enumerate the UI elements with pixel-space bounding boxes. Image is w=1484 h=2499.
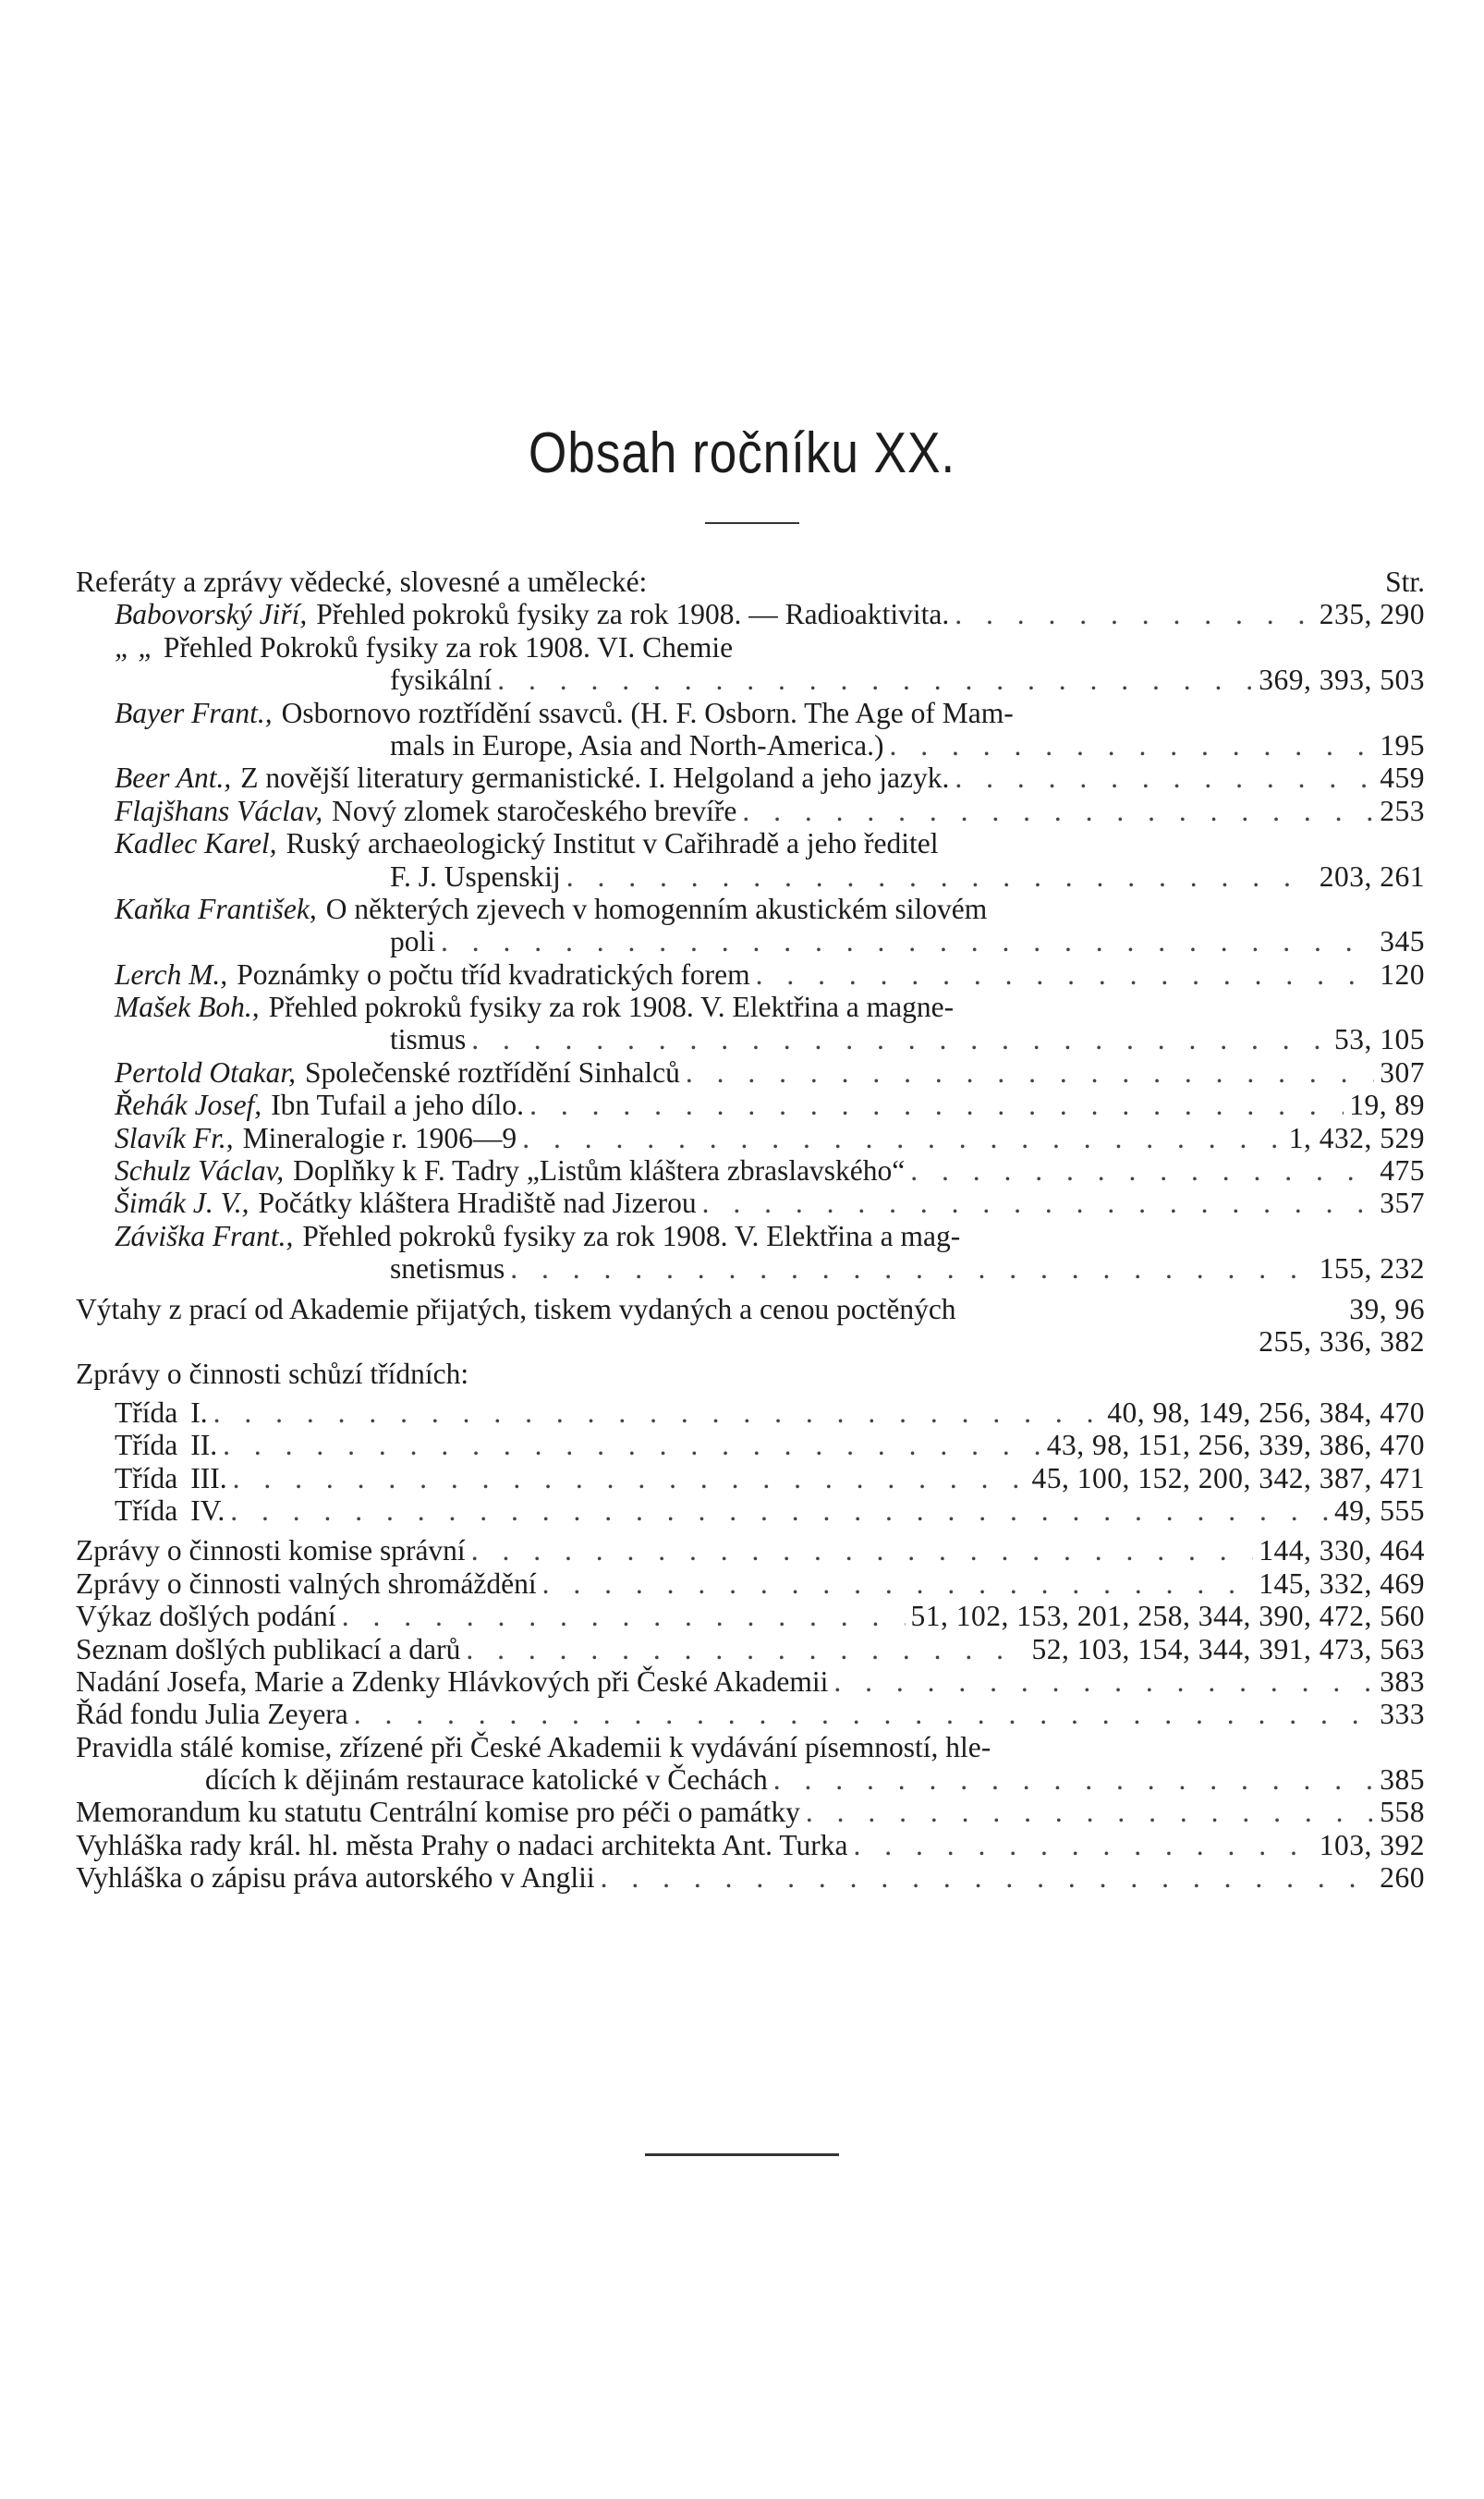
entry-line [76,1665,1425,1698]
entry-author: Šimák J. V., [115,1187,249,1220]
trida-label: Třída [115,1396,178,1429]
section-heading-row [76,566,1425,598]
entry-title: Ruský archaeologický Institut v Cařihradě a jeho ředitel [286,827,939,860]
dot-leader [497,664,1253,696]
trida-label-group [115,1429,217,1461]
entry-line [76,1534,1425,1566]
entry-author: Kaňka František, [115,892,317,925]
entry-author: Lerch M., [115,957,228,991]
entry-pages: 459 [1380,762,1425,795]
entry-line [76,1698,1425,1730]
entry-pages: 383 [1380,1664,1425,1698]
dot-leader [773,1763,1375,1796]
entry-line [76,827,1425,859]
entry-pages: 145, 332, 469 [1259,1566,1425,1600]
vytahy-text: Výtahy z prací od Akademie přijatých, tiskem vydaných a cenou poctěných [76,1292,956,1325]
entry-line [76,1122,1425,1154]
entry-line [76,1861,1425,1894]
dot-leader [756,958,1375,991]
dot-leader [441,925,1374,957]
contents-body [76,566,1425,1895]
trida-pages: 45, 100, 152, 200, 342, 387, 471 [1031,1461,1425,1494]
entry-line [76,958,1425,991]
entry-title: Ibn Tufail a jeho dílo. [271,1089,525,1122]
entry-pages: 475 [1380,1154,1425,1188]
entry-line [76,1600,1425,1632]
dot-leader [955,598,1314,630]
trida-label: Třída [115,1493,178,1527]
entry-line [76,795,1425,827]
entry-pages: 19, 89 [1349,1089,1425,1122]
entry-title: Mineralogie r. 1906—9 [242,1121,517,1154]
entry-line [76,991,1425,1023]
entry-line [76,1187,1425,1219]
entry-author: Řehák Josef, [115,1089,262,1122]
title-rule [705,522,799,524]
entry-title: Z novější literatury germanistické. I. Helgoland a jeho jazyk. [240,762,950,795]
entry-title: Výkaz došlých podání [76,1600,336,1633]
entry-line [76,1763,1425,1796]
dot-leader [233,1462,1027,1494]
dot-leader [522,1122,1283,1154]
entry-title: Řád fondu Julia Zeyera [76,1698,348,1731]
entry-author: Záviška Frant., [115,1219,294,1252]
trida-row [76,1462,1425,1494]
trida-row [76,1396,1425,1429]
entry-pages: 333 [1380,1698,1425,1731]
referaty-list [76,598,1425,1285]
trida-label: Třída [115,1429,178,1462]
entry-title: mals in Europe, Asia and North-America.) [390,728,884,762]
entry-author: Pertold Otakar, [115,1055,296,1089]
entry-title: Nový zlomek staročeského brevíře [332,794,737,827]
entry-title: Přehled pokroků fysiky za rok 1908. — Radioaktivita. [316,598,950,631]
entry-title: Zprávy o činnosti valných shromáždění [76,1566,537,1600]
entry-author: Kadlec Karel, [115,827,277,860]
dot-leader [742,795,1374,827]
dot-leader [466,1633,1026,1665]
dot-leader [354,1698,1374,1730]
trida-label: Třída [115,1461,178,1494]
dot-leader [566,860,1314,893]
entry-pages: 195 [1380,728,1425,762]
entry-pages: 235, 290 [1319,598,1425,631]
entry-line [76,1633,1425,1665]
tridy-list [76,1396,1425,1528]
entry-pages: 307 [1380,1055,1425,1089]
entry-line [76,729,1425,762]
entry-pages: 260 [1380,1861,1425,1895]
entry-pages: 51, 102, 153, 201, 258, 344, 390, 472, 560 [910,1600,1425,1633]
entry-line [76,1023,1425,1055]
entry-line [76,925,1425,957]
entry-title: Počátky kláštera Hradiště nad Jizerou [258,1187,697,1220]
entry-title: Nadání Josefa, Marie a Zdenky Hlávkových při České Akademii [76,1664,829,1698]
entry-title: Zprávy o činnosti komise správní [76,1534,466,1567]
other-list [76,1534,1425,1894]
dot-leader [702,1187,1375,1219]
entry-pages: 253 [1380,794,1425,827]
entry-line [76,1796,1425,1828]
trida-number: II. [190,1429,218,1462]
entry-pages: 103, 392 [1319,1828,1425,1861]
entry-pages: 53, 105 [1334,1023,1425,1056]
dot-leader [601,1861,1375,1894]
entry-pages: 203, 261 [1319,859,1425,893]
entry-author: Flajšhans Václav, [115,794,323,827]
entry-title: Společenské roztřídění Sinhalců [304,1055,680,1089]
entry-title: snetismus [390,1252,505,1286]
entry-line [76,1829,1425,1861]
entry-author: Slavík Fr., [115,1121,234,1154]
dot-leader [806,1796,1374,1828]
entry-pages: 385 [1380,1763,1425,1797]
entry-line [76,598,1425,630]
entry-line [76,860,1425,893]
entry-title: dících k dějinám restaurace katolické v Čechách [205,1763,768,1797]
dot-leader [910,1154,1374,1187]
entry-line [76,1567,1425,1600]
dot-leader [833,1665,1374,1698]
entry-line [76,1731,1425,1763]
zpravy-heading: Zprávy o činnosti schůzí třídních: [76,1358,469,1391]
vytahy-pages-2: 255, 336, 382 [1259,1324,1425,1358]
dot-leader [471,1023,1329,1055]
entry-line [76,664,1425,696]
entry-line [76,1056,1425,1089]
trida-pages: 40, 98, 149, 256, 384, 470 [1107,1396,1425,1429]
page-column-label: Str. [1385,566,1425,598]
entry-line [76,1252,1425,1285]
entry-title: Přehled pokroků fysiky za rok 1908. V. Elektřina a magne- [268,991,955,1024]
trida-number: IV. [190,1493,225,1527]
entry-line [76,697,1425,729]
entry-title: fysikální [390,664,493,697]
entry-title: Memorandum ku statutu Centrální komise pro péči o památky [76,1796,800,1829]
section-heading: Referáty a zprávy vědecké, slovesné a umělecké: [76,566,648,598]
entry-pages: 1, 432, 529 [1288,1121,1425,1154]
entry-title: tismus [390,1023,467,1056]
entry-title: Poznámky o počtu tříd kvadratických forem [237,957,750,991]
trida-row [76,1429,1425,1461]
entry-pages: 558 [1380,1796,1425,1829]
entry-author: Bayer Frant., [115,696,273,729]
entry-pages: 52, 103, 154, 344, 391, 473, 563 [1031,1632,1425,1665]
entry-title: poli [390,925,436,958]
entry-title: Doplňky k F. Tadry „Listům kláštera zbraslavského“ [293,1154,906,1188]
entry-title: Přehled Pokroků fysiky za rok 1908. VI. Chemie [163,630,734,664]
dot-leader [213,1396,1102,1429]
entry-author: Mašek Boh., [115,991,260,1024]
dot-leader [223,1429,1041,1461]
dot-leader [889,729,1374,762]
entry-title: Osbornovo roztřídění ssavců. (H. F. Osborn. The Age of Mam- [281,696,1014,729]
dot-leader [230,1494,1329,1527]
dot-leader [342,1600,906,1632]
trida-number: III. [190,1461,227,1494]
entry-pages: 144, 330, 464 [1259,1534,1425,1567]
page-title: Obsah ročníku XX. [528,421,956,485]
entry-title: Pravidla stálé komise, zřízené při České Akademii k vydávání písemností, hle- [76,1730,991,1763]
entry-title: Přehled pokroků fysiky za rok 1908. V. Elektřina a mag- [302,1219,961,1252]
entry-pages: 345 [1380,925,1425,958]
trida-row [76,1494,1425,1527]
entry-title: Seznam došlých publikací a darů [76,1632,461,1665]
entry-author: Schulz Václav, [115,1154,285,1188]
entry-title: F. J. Uspenskij [390,859,561,893]
trida-number: I. [190,1396,208,1429]
dot-leader [510,1252,1313,1285]
vytahy-row [76,1293,1425,1325]
entry-pages: 369, 393, 503 [1259,664,1425,697]
vytahy-row-2 [76,1325,1425,1358]
dot-leader [853,1829,1313,1861]
entry-line [76,631,1425,664]
vytahy-pages: 39, 96 [1349,1292,1425,1325]
entry-line [76,1089,1425,1121]
trida-label-group [115,1462,227,1494]
entry-line [76,762,1425,794]
trida-label-group [115,1396,208,1429]
dot-leader [471,1534,1254,1566]
bottom-rule [645,2153,839,2156]
zpravy-heading-row [76,1358,1425,1390]
entry-author: „ „ [115,630,154,664]
dot-leader [529,1089,1344,1121]
entry-line [76,893,1425,925]
dot-leader [542,1567,1254,1600]
dot-leader [955,762,1374,794]
trida-label-group [115,1494,225,1527]
entry-pages: 120 [1380,957,1425,991]
entry-title: Vyhláška rady král. hl. města Prahy o nadaci architekta Ant. Turka [76,1828,848,1861]
entry-title: Vyhláška o zápisu práva autorského v Anglii [76,1861,595,1895]
entry-pages: 155, 232 [1319,1252,1425,1286]
dot-leader [686,1056,1374,1089]
trida-pages: 49, 555 [1334,1493,1425,1527]
entry-line [76,1220,1425,1252]
entry-line [76,1154,1425,1187]
entry-title: O některých zjevech v homogenním akustickém silovém [325,892,988,925]
entry-author: Babovorský Jiří, [115,598,308,631]
trida-pages: 43, 98, 151, 256, 339, 386, 470 [1046,1429,1425,1462]
entry-pages: 357 [1380,1187,1425,1220]
entry-author: Beer Ant., [115,762,232,795]
